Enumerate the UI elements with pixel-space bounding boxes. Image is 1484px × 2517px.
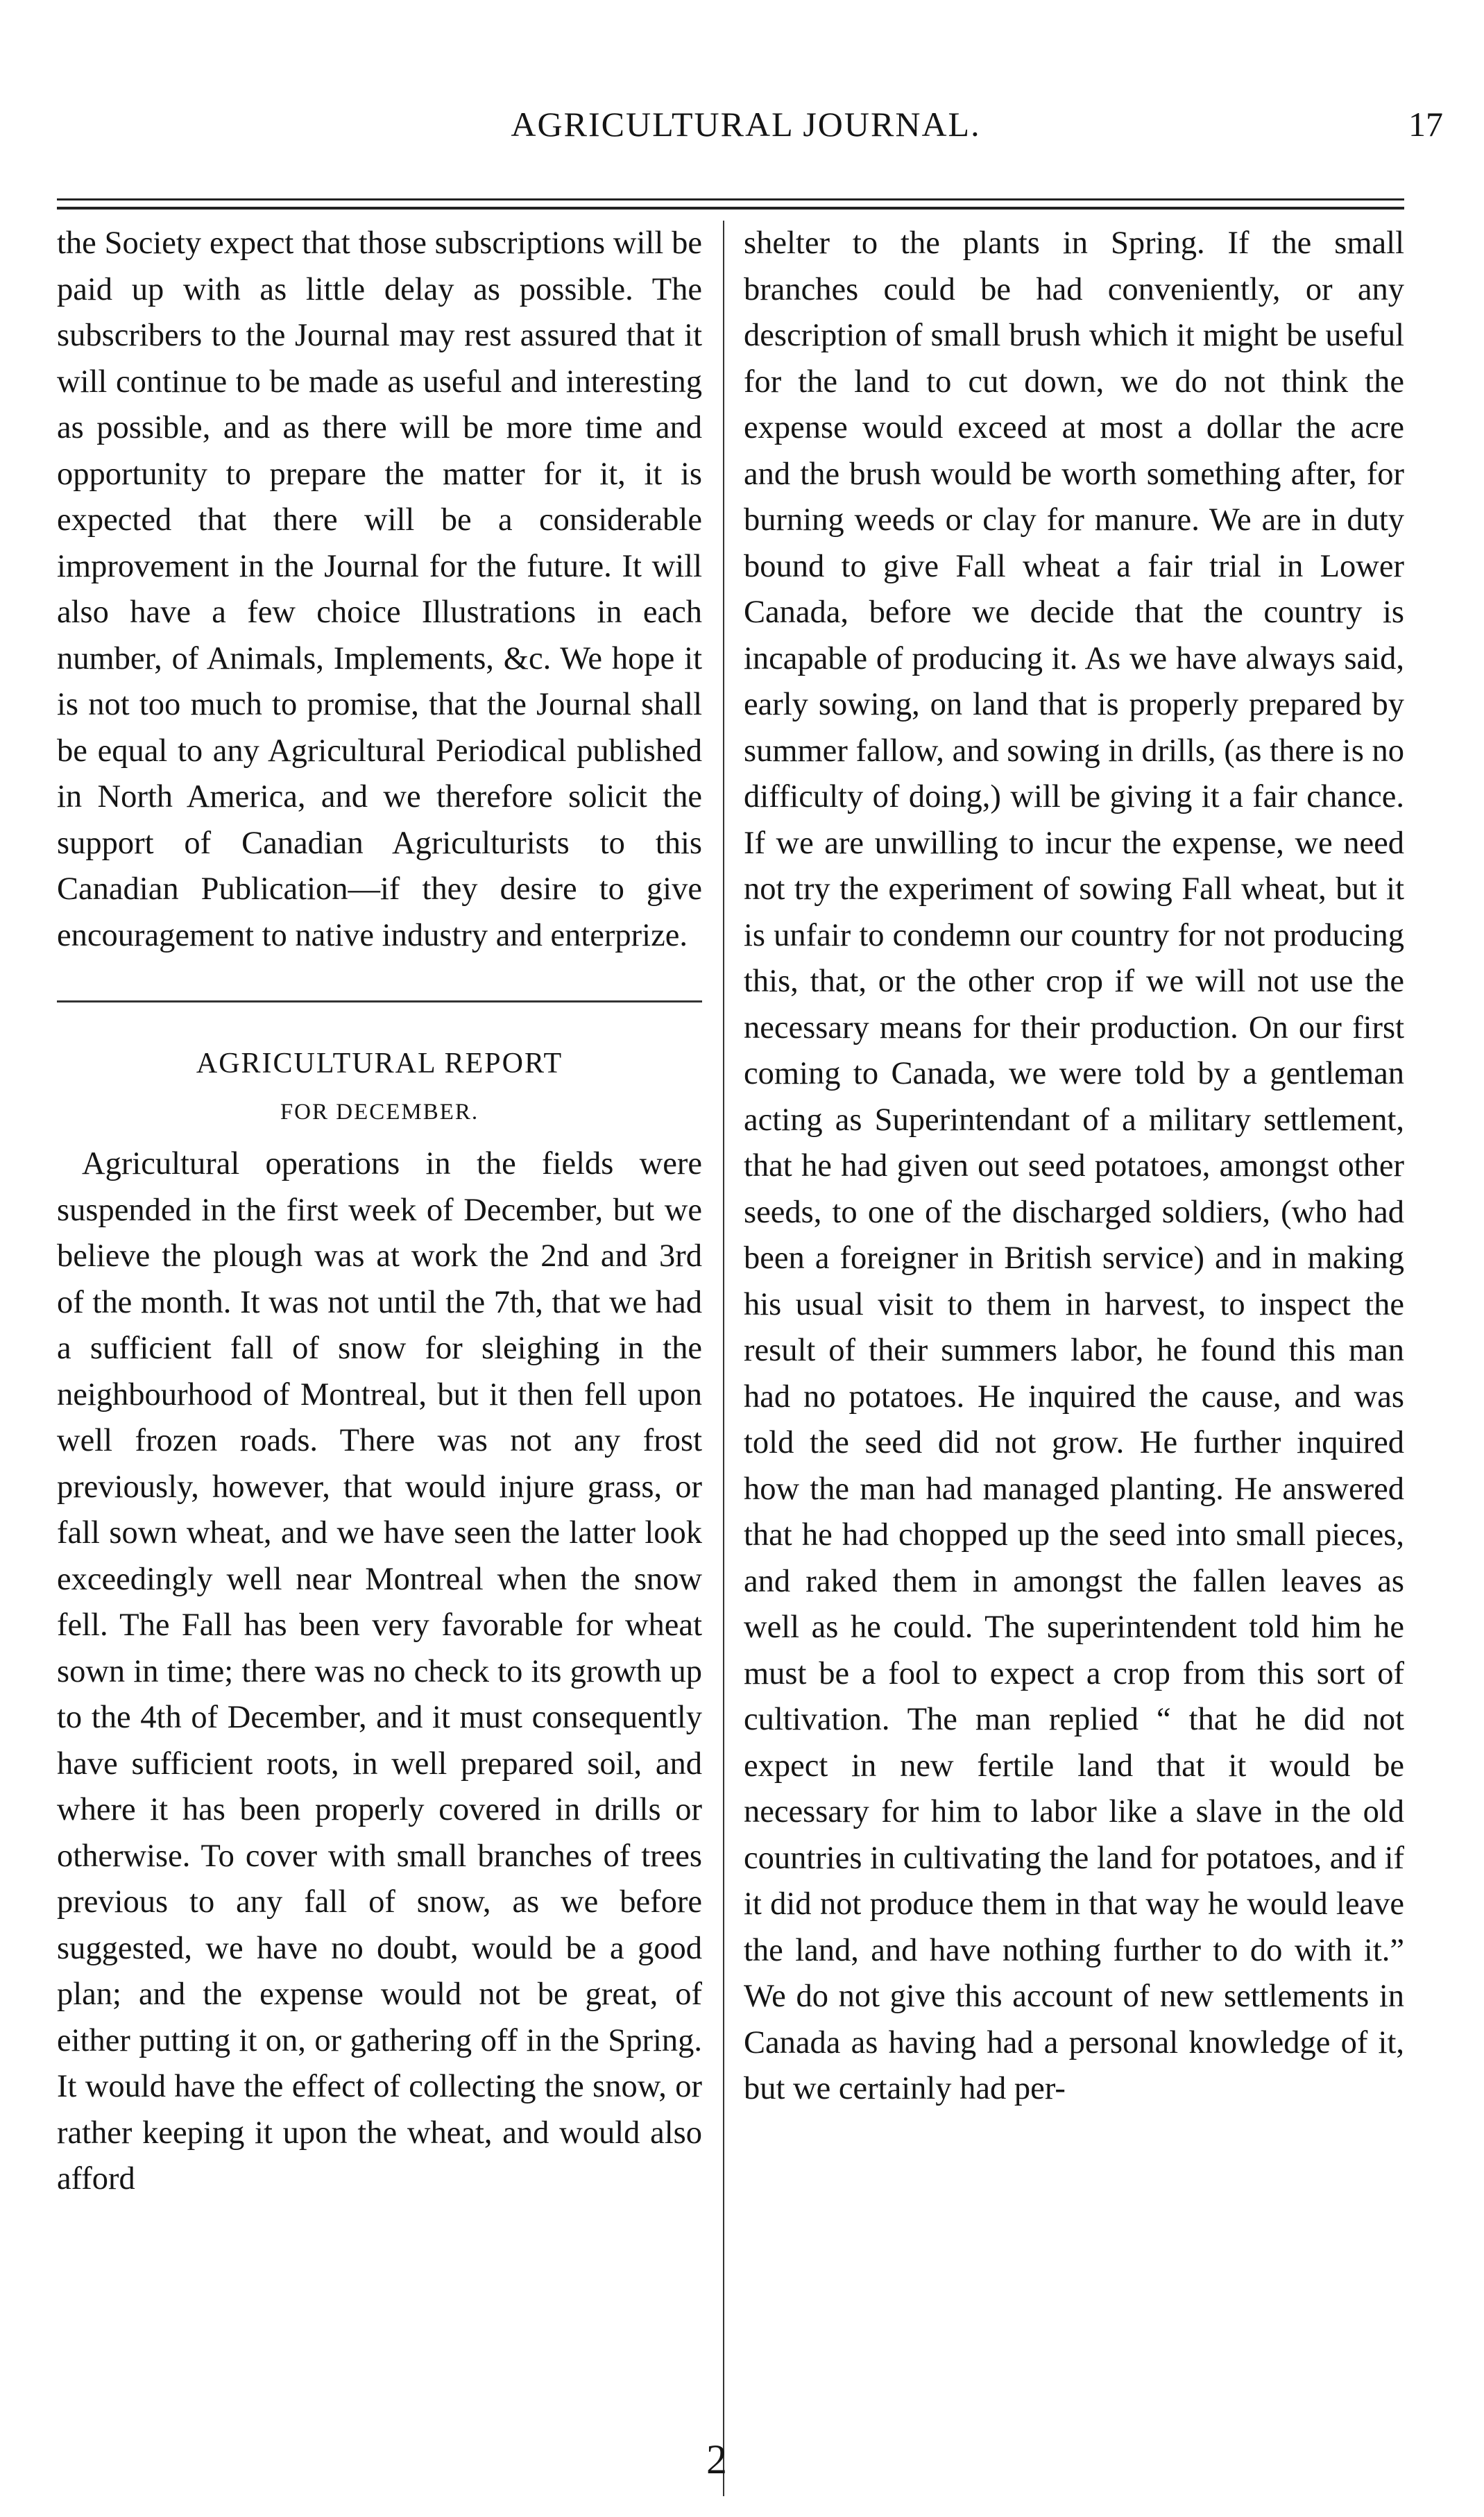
continued-paragraph-right: shelter to the plants in Spring. If the small branches could be had conveniently, or any description of small brush which it might be useful for the land to cut down, we do not think the expense would exceed at most a dollar the acre and the brush would be worth something after, for burning weeds or clay for manure. We are in duty bound to give Fall wheat a fair trial in Lower Canada, before we decide that the country is incapable of producing it. As we have always said, early sowing, on land that is properly prepared by summer fallow, and sowing in drills, (as there is no difficulty of doing,) will be giving it a fair chance. If we are unwilling to incur the expense, we need not try the experiment of sowing Fall wheat, but it is unfair to condemn our country for not producing this, that, or the other crop if we will not use the necessary means for their production. On our first coming to Canada, we were told by a gentleman acting as Superintendant of a military settlement, that he had given out seed potatoes, amongst other seeds, to one of the discharged soldiers, (who had been a foreigner in British service) and in making his usual visit to them in harvest, to inspect the result of their summers labor, he found this man had no potatoes. He inquired the cause, and was told the seed did not grow. He further inquired how the man had managed planting. He answered that he had chopped up the seed into small pieces, and raked them in amongst the fallen leaves as well as he could. The superintendent told him he must be a fool to expect a crop from this sort of cultivation. The man replied “ that he did not expect in new fertile land that it would be necessary for him to labor like a slave in the old countries in cultivating the land for potatoes, and if it did not produce them in that way he would leave the land, and have nothing further to do with it.” We do not give this account of new settlements in Canada as having had a personal knowledge of it, but we certainly had per- [744, 225, 1404, 2106]
section-subtitle: FOR DECEMBER. [280, 1100, 479, 1125]
header-rule-top [57, 198, 1404, 200]
report-paragraph: Agricultural operations in the fields were suspended in the first week of December, but we believe the plough was at work the 2nd and 3rd of the month. It was not until the 7th, that we had a sufficient fall of snow for sleighing in the neighbourhood of Montreal, but it then fell upon well frozen roads. There was not any frost previously, however, that would injure grass, or fall sown wheat, and we have seen the latter look exceedingly well near Montreal when the snow fell. The Fall has been very favorable for wheat sown in time; there was no check to its growth up to the 4th of December, and it must consequently have sufficient roots, in well prepared soil, and where it has been properly covered in drills or otherwise. To cover with small branches of trees previous to any fall of snow, as we before suggested, we have no doubt, would be a good plan; and the expense would not be great, of either putting it on, or gathering off in the Spring. It would have the effect of collecting the snow, or rather keeping it upon the wheat, and would also afford [57, 1146, 702, 2196]
section-rule [57, 1000, 702, 1002]
continued-paragraph-left: the Society expect that those subscriptions will be paid up with as little delay as possible. The subscribers to the Journal may rest assured that it will continue to be made as useful and interesting as possible, and as there will be more time and opportunity to prepare the matter for it, it is expected that there will be a considerable improvement in the Journal for the future. It will also have a few choice Illustrations in each number, of Animals, Implements, &c. We hope it is not too much to promise, that the Journal shall be equal to any Agricultural Periodical published in North America, and we therefore solicit the support of Canadian Agriculturists to this Canadian Publication—if they desire to give encouragement to native industry and enterprize. [57, 225, 702, 953]
page-header [42, 104, 1450, 167]
header-rule-bottom [57, 207, 1404, 210]
right-column [744, 221, 1404, 2113]
running-title: AGRICULTURAL JOURNAL. [511, 105, 981, 144]
left-column [57, 221, 702, 2203]
section-title: AGRICULTURAL REPORT [196, 1048, 563, 1080]
page-number: 17 [1408, 105, 1443, 144]
signature-mark: 2 [706, 2437, 727, 2482]
column-divider [723, 221, 724, 2496]
